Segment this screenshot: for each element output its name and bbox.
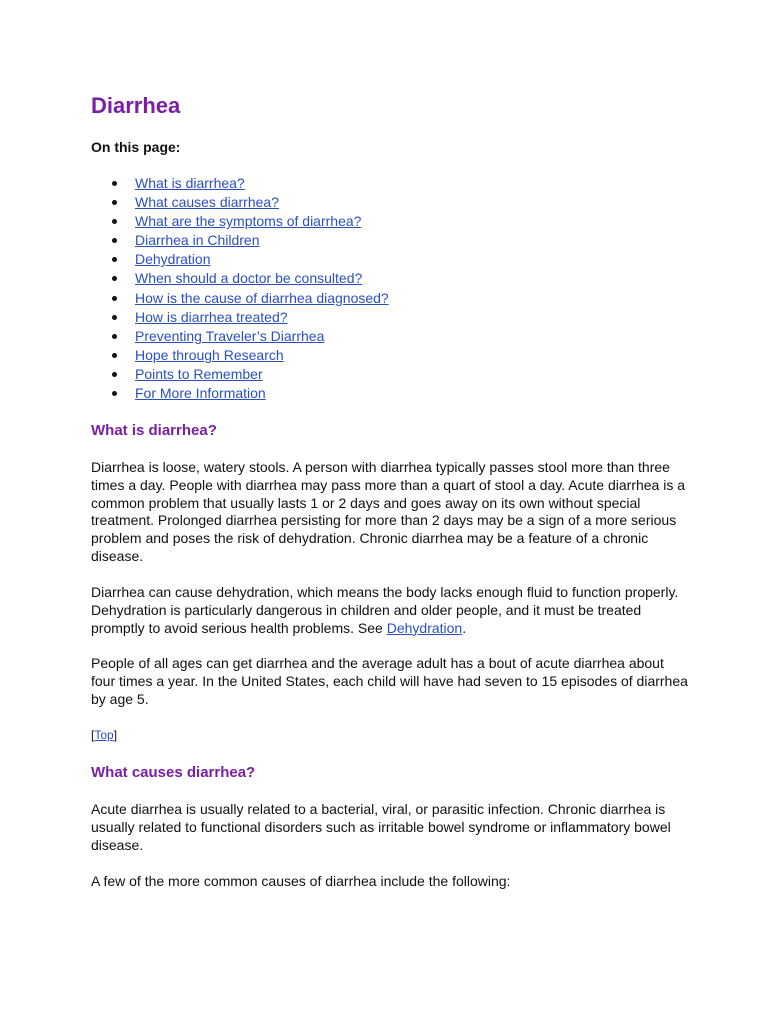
paragraph-text: Diarrhea can cause dehydration, which means the body lacks enough fluid to function properly. Dehydration is particularly dangerous in children and older people, and it must be treated promptly to avoid serious health problems. See: [91, 584, 679, 636]
section-heading-what-causes: What causes diarrhea?: [91, 764, 256, 781]
paragraph: People of all ages can get diarrhea and the average adult has a bout of acute diarrhea about four times a year. In the United States, each child will have had seven to 15 episodes of diarrhea by age 5.: [91, 655, 688, 707]
paragraph: Diarrhea is loose, watery stools. A person with diarrhea typically passes stool more than three times a day. People with diarrhea may pass more than a quart of stool a day. Acute diarrhea is a common problem that usually lasts 1 or 2 days and goes away on its own without special treatment. Prolonged diarrhea persisting for more than 2 days may be a sign of a more serious problem and poses the risk of dehydration. Chronic diarrhea may be a feature of a chronic disease.: [91, 459, 686, 564]
bullet-icon: [112, 391, 117, 396]
table-of-contents: [91, 174, 389, 403]
bracket-open: [: [91, 728, 95, 742]
paragraph: A few of the more common causes of diarrhea include the following:: [91, 873, 511, 889]
bullet-icon: [112, 276, 117, 281]
toc-link-symptoms[interactable]: What are the symptoms of diarrhea?: [135, 213, 362, 230]
toc-item: [91, 250, 389, 269]
bullet-icon: [112, 200, 117, 205]
toc-link-travelers[interactable]: Preventing Traveler’s Diarrhea: [135, 327, 325, 344]
bracket-close: ]: [113, 728, 118, 742]
toc-item: [91, 308, 389, 327]
bullet-icon: [112, 334, 117, 339]
toc-link-what-is-diarrhea[interactable]: What is diarrhea?: [135, 175, 245, 191]
toc-item: [91, 193, 389, 212]
toc-link-diagnosis[interactable]: How is the cause of diarrhea diagnosed?: [135, 289, 389, 306]
bullet-icon: [112, 219, 117, 224]
bullet-icon: [112, 257, 117, 262]
toc-item: [91, 212, 389, 231]
bullet-icon: [112, 296, 117, 301]
toc-link-children[interactable]: Diarrhea in Children: [135, 232, 260, 249]
dehydration-link[interactable]: Dehydration: [386, 619, 463, 636]
toc-link-doctor[interactable]: When should a doctor be consulted?: [135, 270, 363, 287]
bullet-icon: [112, 181, 117, 186]
bullet-icon: [112, 238, 117, 243]
toc-link-points[interactable]: Points to Remember: [135, 365, 263, 382]
toc-item: [91, 289, 389, 308]
toc-link-research[interactable]: Hope through Research: [135, 346, 284, 363]
page-title: Diarrhea: [91, 93, 181, 118]
section-heading-what-is: What is diarrhea?: [91, 422, 217, 439]
top-link-container: [91, 727, 117, 744]
toc-item: [91, 231, 389, 250]
toc-item: [91, 269, 389, 288]
top-link[interactable]: Top: [94, 728, 114, 742]
toc-item: [91, 174, 389, 193]
toc-link-treatment[interactable]: How is diarrhea treated?: [135, 308, 288, 325]
toc-item: [91, 384, 389, 403]
paragraph-text: .: [462, 619, 467, 636]
toc-item: [91, 327, 389, 346]
paragraph: Acute diarrhea is usually related to a bacterial, viral, or parasitic infection. Chronic diarrhea is usually related to functional disorders such as irritable bowel syndrome or inflammatory bowel disease.: [91, 801, 671, 853]
toc-item: [91, 346, 389, 365]
on-this-page-label: On this page:: [91, 139, 181, 155]
paragraph: [91, 584, 691, 637]
bullet-icon: [112, 372, 117, 377]
bullet-icon: [112, 315, 117, 320]
bullet-icon: [112, 353, 117, 358]
toc-item: [91, 365, 389, 384]
toc-link-more-info[interactable]: For More Information: [135, 385, 266, 402]
toc-link-dehydration[interactable]: Dehydration: [135, 251, 211, 268]
toc-link-what-causes-diarrhea[interactable]: What causes diarrhea?: [135, 194, 279, 211]
